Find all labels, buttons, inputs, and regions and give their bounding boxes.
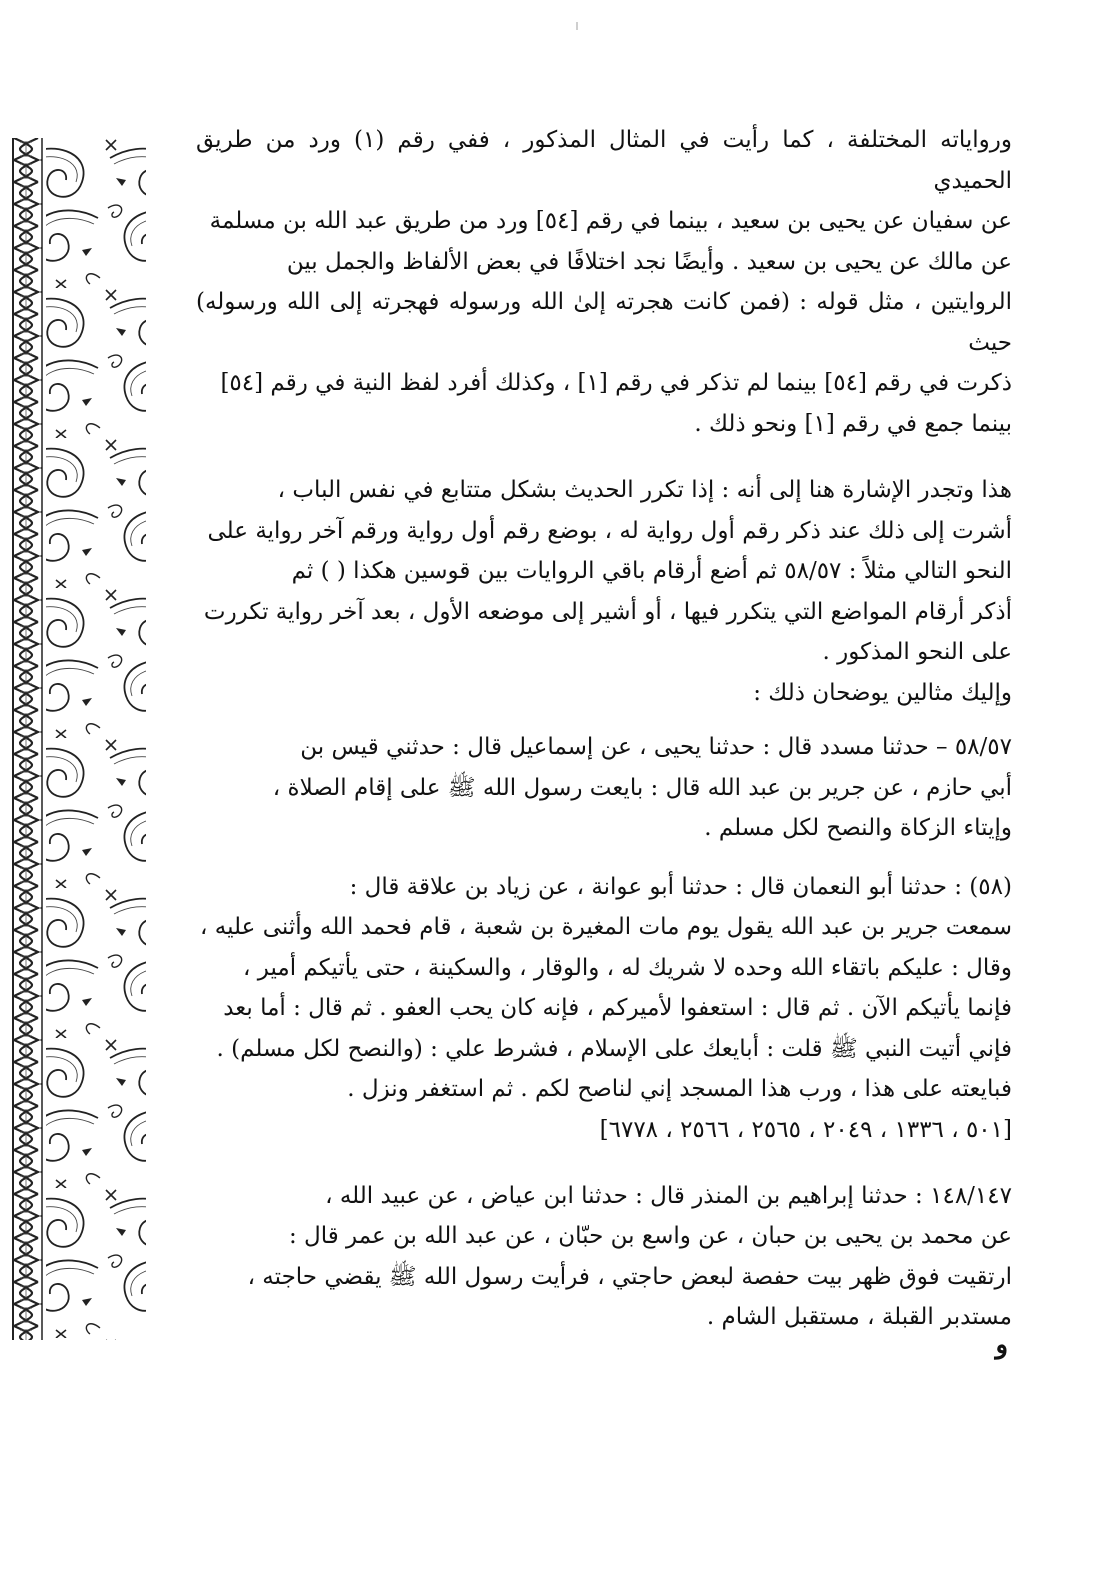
paragraph-6-hadith [196, 1176, 1012, 1338]
text-line: ورواياته المختلفة ، كما رأيت في المثال المذكور ، ففي رقم (١) ورد من طريق الحميدي [196, 127, 1012, 194]
text-line: فبايعته على هذا ، ورب هذا المسجد إني لناصح لكم . ثم استغفر ونزل . [347, 1076, 1012, 1102]
paragraph-5-hadith [196, 867, 1012, 1110]
paragraph-3 [196, 673, 1012, 714]
text-line: ارتقيت فوق ظهر بيت حفصة لبعض حاجتي ، فرأيت رسول الله ﷺ يقضي حاجته ، [247, 1263, 1012, 1290]
text-line: النحو التالي مثلاً : ٥٨/٥٧ ثم أضع أرقام باقي الروايات بين قوسين هكذا ( ) ثم [291, 558, 1012, 584]
cross-references: [٥٠١ ، ١٣٣٦ ، ٢٠٤٩ ، ٢٥٦٥ ، ٢٥٦٦ ، ٦٧٧٨] [599, 1116, 1012, 1143]
text-line: هذا وتجدر الإشارة هنا إلى أنه : إذا تكرر الحديث بشكل متتابع في نفس الباب ، [277, 477, 1012, 503]
scan-mark [576, 22, 578, 30]
paragraph-1 [196, 120, 1012, 444]
text-line: بينما جمع في رقم [١] ونحو ذلك . [694, 410, 1012, 437]
text-line: وقال : عليكم باتقاء الله وحده لا شريك له ، والوقار ، والسكينة ، حتى يأتيكم أمير ، [243, 954, 1012, 981]
decorative-border-ornament [12, 138, 150, 1340]
text-line: أشرت إلى ذلك عند ذكر رقم أول رواية له ، بوضع رقم أول رواية ورقم آخر رواية على [207, 517, 1012, 544]
page-letter-marker: و [995, 1330, 1008, 1360]
text-line: الروايتين ، مثل قوله : (فمن كانت هجرته إلىٰ الله ورسوله فهجرته إلى الله ورسوله) حيث [196, 289, 1012, 356]
text-line: ١٤٨/١٤٧ : حدثنا إبراهيم بن المنذر قال : حدثنا ابن عياض ، عن عبيد الله ، [325, 1182, 1012, 1209]
text-line: أذكر أرقام المواضع التي يتكرر فيها ، أو أشير إلى موضعه الأول ، بعد آخر رواية تكررت [203, 598, 1012, 625]
text-line: مستدبر القبلة ، مستقبل الشام . [706, 1304, 1012, 1330]
text-line: عن سفيان عن يحيى بن سعيد ، بينما في رقم [٥٤] ورد من طريق عبد الله بن مسلمة [209, 208, 1012, 234]
text-line: عن مالك عن يحيى بن سعيد . وأيضًا نجد اختلافًا في بعض الألفاظ والجمل بين [286, 248, 1012, 275]
text-line: سمعت جرير بن عبد الله يقول يوم مات المغيرة بن شعبة ، قام فحمد الله وأثنى عليه ، [200, 914, 1012, 940]
main-text-block [196, 120, 1012, 1338]
text-line: وإيتاء الزكاة والنصح لكل مسلم . [704, 815, 1012, 841]
text-line: ذكرت في رقم [٥٤] بينما لم تذكر في رقم [١] ، وكذلك أفرد لفظ النية في رقم [٥٤] [220, 370, 1012, 396]
paragraph-2 [196, 470, 1012, 673]
text-line: ٥٨/٥٧ – حدثنا مسدد قال : حدثنا يحيى ، عن إسماعيل قال : حدثني قيس بن [300, 734, 1012, 760]
text-line: وإليك مثالين يوضحان ذلك : [753, 679, 1012, 706]
text-line: على النحو المذكور . [822, 639, 1012, 665]
text-line: فإني أتيت النبي ﷺ قلت : أبايعك على الإسلام ، فشرط علي : (والنصح لكل مسلم) . [216, 1035, 1012, 1062]
text-line: أبي حازم ، عن جرير بن عبد الله قال : بايعت رسول الله ﷺ على إقام الصلاة ، [272, 774, 1012, 801]
paragraph-4-hadith [196, 727, 1012, 849]
text-line: فإنما يأتيكم الآن . ثم قال : استعفوا لأميركم ، فإنه كان يحب العفو . ثم قال : أما بعد [223, 995, 1012, 1021]
text-line: (٥٨) : حدثنا أبو النعمان قال : حدثنا أبو عوانة ، عن زياد بن علاقة قال : [349, 873, 1012, 900]
text-line: عن محمد بن يحيى بن حبان ، عن واسع بن حبّان ، عن عبد الله بن عمر قال : [288, 1223, 1012, 1249]
